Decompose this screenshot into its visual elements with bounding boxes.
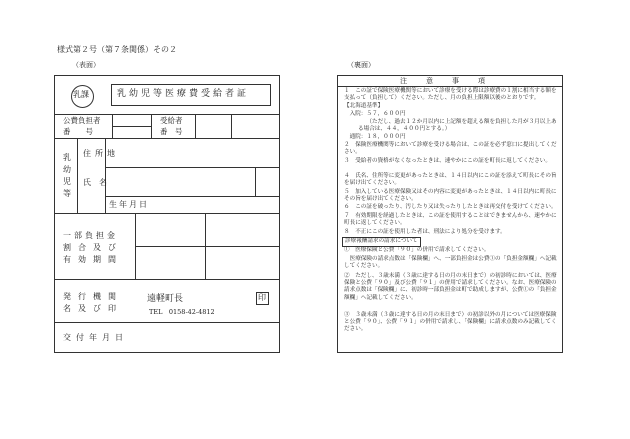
issuer-seal: 印 (258, 293, 266, 302)
note-inpatient: 入院：５７，６００円 (344, 111, 406, 117)
claims-note-1-detail: 医療保険の請求点数は「保険欄」へ、一部負担金は公費①の「負担金額欄」へ記載してください。 (344, 256, 557, 270)
claims-note-1: ① 医療保険と公費「９０」の併用で請求してください。 (344, 247, 490, 253)
note-outpatient: 通院：１８，０００円 (344, 134, 406, 140)
issuer-label-2: 名及び印 (63, 304, 123, 313)
form-number: 様式第２号（第７条関係）その２ (57, 45, 177, 54)
claims-heading: 診療報酬請求の請求について (342, 237, 421, 247)
note-7: ７ 有効期限を経過したときは、この証を使用することはできませんから、速やかに町長に返してください。 (344, 213, 557, 227)
payer-number-label-2: 番 号 (63, 127, 93, 136)
child-label-4: 等 (63, 189, 71, 198)
issue-date-label: 交付年月日 (63, 333, 128, 342)
issuer-label-1: 発行機関 (63, 292, 123, 301)
note-5: ５ 加入している医療保険又はその内容に変更があったときは、１４日以内に町長にその旨を届け出てください。 (344, 189, 557, 203)
note-1: １ この証で保険医療機関等において診療を受ける際は診療費の１割に相当する額を支払って（負担して）ください。ただし、月の負担上限額以後のとおりです。 (344, 88, 557, 102)
recipient-number-label-1: 受給者 (160, 116, 183, 125)
name-label: 氏 名 (83, 178, 107, 187)
recipient-number-label-2: 番 号 (160, 127, 183, 136)
claims-note-2: ② ただし、３歳未満（３歳に達する日の月の末日まで）の初診時においては、医療保険と公費「９０」及び公費「９１」の併用で請求してください。なお、医療保険の請求点数は「保険欄」に、初診時一部負担金は町で助成しますが、公費①の「負担金額欄」へ記載してください。 (344, 273, 557, 301)
card-title: 乳幼児等医療費受給者証 (117, 89, 250, 99)
note-4: ４ 氏名、住所等に変更があったときは、１４日以内にこの証を添えて町長にその旨を届け出てください。 (344, 173, 557, 187)
note-8: ８ 不正にこの証を使用した者は、刑法により処分を受けます。 (344, 229, 506, 235)
copay-label-2: 割合及び (63, 243, 123, 252)
note-inpatient-detail: （ただし、過去１２か月以内に上記額を超える額を負担した月が３月以上ある場合は、４４，４００円とする。） (358, 119, 557, 133)
birth-date-label: 生年月日 (109, 200, 149, 209)
notes-heading: 注 意 事 項 (400, 77, 491, 85)
issuer-name: 遠軽町長 (147, 294, 184, 304)
child-label-2: 幼 (63, 165, 71, 174)
issuer-phone: TEL 0158-42-4812 (149, 308, 215, 316)
front-card (54, 75, 280, 353)
address-label: 住所地 (83, 149, 119, 158)
back-card (337, 75, 563, 353)
note-standard: 【北海道基準】 (344, 103, 384, 109)
copay-label-1: 一部負担金 (63, 231, 118, 240)
copay-label-3: 有効期間 (63, 255, 123, 264)
payer-number-label-1: 公費負担者 (63, 116, 101, 125)
note-2: ２ 保険医療機関等において診療を受ける場合は、この証を必ず窓口に提出してください。 (344, 142, 557, 156)
note-3: ３ 受給者の資格がなくなったときは、速やかにこの証を町長に返してください。 (344, 158, 551, 164)
child-label-1: 乳 (63, 153, 71, 162)
note-6: ６ この証を破ったり、汚したり又は失ったりしたときは再交付を受けてください。 (344, 204, 557, 210)
back-side-label: （裏面） (347, 61, 375, 69)
claims-note-3: ③ ３歳未満（３歳に達する日の月の末日まで）の初診以外の月については医療保険と公費「９０」、公費「９１」の併用で請求し、「保険欄」に請求点数のみ記載してください。 (344, 312, 557, 333)
child-label-3: 児 (63, 177, 71, 186)
front-side-label: （表面） (72, 61, 100, 69)
stamp-text: 乳課 (73, 90, 89, 99)
